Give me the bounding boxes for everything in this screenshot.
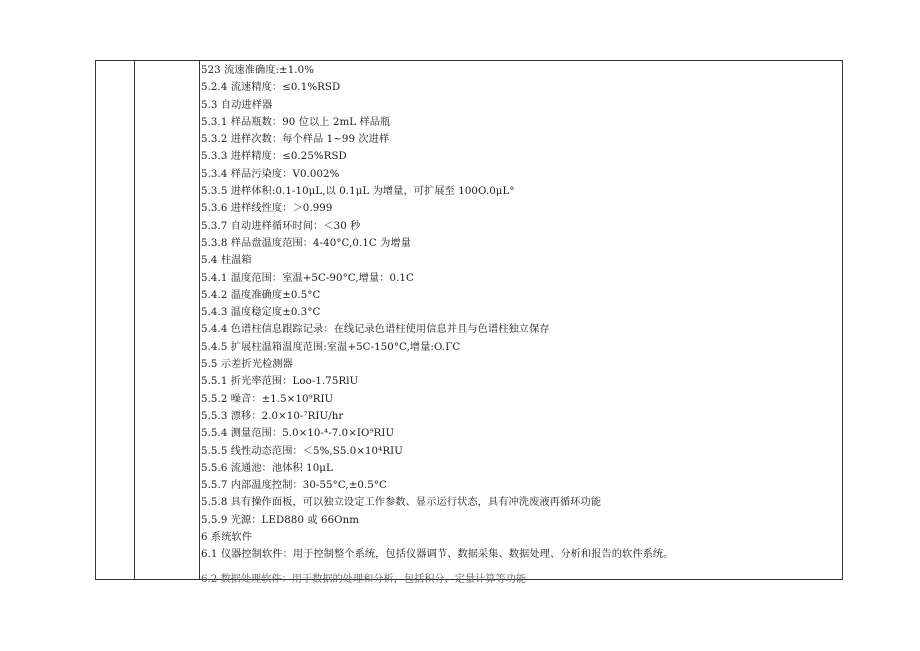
spec-line: 5.5.3 漂移：2.0×10-⁷RIU/hr [201, 410, 344, 422]
spec-text-cell [201, 62, 801, 564]
section-heading: 5.5 示差折光检测器 [201, 359, 293, 371]
spec-line: 5.4.5 扩展柱温箱温度范围:室温+5C-150°C,增量:O.ΓC [201, 341, 461, 353]
spec-line: 5.3.7 自动进样循环时间：＜30 秒 [201, 220, 361, 232]
spec-line: 5.5.2 噪音：±1.5×10⁹RIU [201, 393, 334, 405]
spec-line: 5.5.6 流通池：池体积 10μL [201, 462, 333, 474]
spec-line: 5.3.4 样品污染度：V0.002% [201, 168, 340, 180]
spec-line: 5.3.2 进样次数：每个样品 1~99 次进样 [201, 134, 390, 146]
clipped-spec-line [201, 574, 801, 588]
spec-line: 5.5.7 内部温度控制：30-55°C,±0.5°C [201, 480, 387, 492]
table-top-border [95, 60, 843, 61]
spec-line: 5.3.3 进样精度：≤0.25%RSD [201, 151, 347, 163]
section-heading: 5.3 自动进样器 [201, 99, 273, 111]
spec-line: 5.3.5 进样体积:0.1-10μL,以 0.1μL 为增量，可扩展至 100O.0μL° [201, 186, 515, 198]
table-left-border [95, 60, 96, 580]
spec-line: 5.3.6 进样线性度：＞0.999 [201, 203, 333, 215]
spec-line: 5.5.9 光源：LED880 或 66Onm [201, 514, 360, 526]
spec-line: 5.5.8 具有操作面板，可以独立设定工作参数、显示运行状态，具有冲洗废液再循环功能 [201, 497, 602, 509]
table-column-divider-1 [134, 60, 135, 580]
section-heading: 5.4 柱温箱 [201, 255, 252, 267]
table-right-border [842, 60, 843, 580]
spec-line: 5.4.3 温度稳定度±0.3°C [201, 307, 321, 319]
spec-line: 5.5.1 折光率范围：Loo-1.75RlU [201, 376, 359, 388]
section-heading: 6 系统软件 [201, 532, 253, 544]
table-column-divider-2 [199, 60, 200, 580]
spec-line: 5.3.1 样品瓶数：90 位以上 2mL 样品瓶 [201, 116, 391, 128]
spec-line: 5.2.4 流速精度：≤0.1%RSD [201, 82, 341, 94]
spec-line-partial: 6.2 数据处理软件：用于数据的处理和分析，包括积分、定量计算等功能 [201, 574, 527, 585]
spec-line: 5.5.5 线性动态范围：＜5%,S5.0×10⁴RIU [201, 445, 403, 457]
spec-line: 523 流速准确度:±1.0% [201, 65, 314, 76]
spec-line: 5.4.1 温度范围：室温+5C-90°C,增量：0.1C [201, 272, 414, 284]
spec-line: 5.5.4 测量范围：5.0×10-⁴-7.0×IO⁹RIU [201, 428, 395, 440]
spec-line: 6.1 仪器控制软件：用于控制整个系统，包括仪器调节、数据采集、数据处理、分析和报告的软件系统。 [201, 549, 674, 561]
spec-line: 5.4.4 色谱柱信息跟踪记录：在线记录色谱柱使用信息并且与色谱柱独立保存 [201, 324, 550, 336]
spec-line: 5.3.8 样品盘温度范围：4-40°C,0.1C 为增量 [201, 237, 412, 249]
spec-line: 5.4.2 温度准确度±0.5°C [201, 289, 321, 301]
